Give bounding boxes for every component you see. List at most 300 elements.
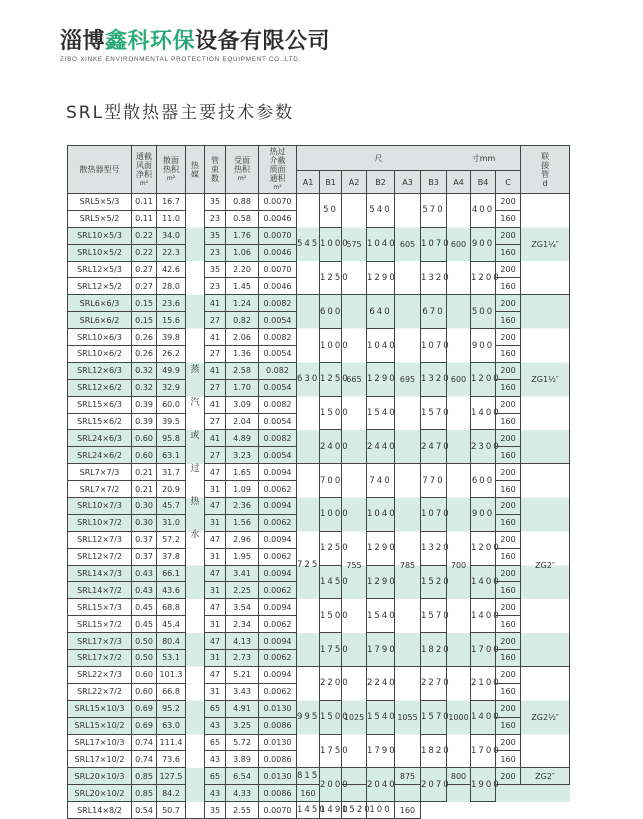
c-cell: 200 [496,768,521,785]
c-cell: 200 [496,430,521,447]
table-row [68,531,570,548]
b1-cell: 2000 [320,768,342,802]
company-logo [60,30,330,63]
heat-area-cell: 39.5 [157,413,186,430]
header-b2: B2 [367,171,395,194]
header-b4: B4 [471,171,496,194]
header-a4: A4 [447,171,471,194]
recv-area-cell: 1.24 [226,295,259,312]
b4-cell: 1900 [471,768,496,802]
pipe-size-cell: ZG2″ [521,768,570,785]
medium-area-cell: 0.0054 [259,447,297,464]
model-cell: SRL12×7/2 [68,548,132,565]
model-cell: SRL17×7/2 [68,650,132,667]
b2-cell: 2440 [367,430,395,464]
medium-area-cell: 0.0054 [259,312,297,329]
medium-area-cell: 0.0062 [259,548,297,565]
medium-area-cell: 0.0070 [259,227,297,244]
unit-label: m² [237,175,247,182]
c-cell: 200 [496,194,521,211]
recv-area-cell: 2.04 [226,413,259,430]
c-cell: 200 [496,734,521,751]
recv-area-cell: 1.95 [226,548,259,565]
recv-area-cell: 2.06 [226,329,259,346]
heat-area-cell: 15.6 [157,312,186,329]
recv-area-cell: 5.21 [226,666,259,683]
unit-label: m² [139,179,149,187]
medium-area-cell: 0.0070 [259,802,297,819]
c-cell: 160 [496,413,521,430]
heat-area-cell: 34.0 [157,227,186,244]
model-cell: SRL10×6/2 [68,346,132,363]
b2-cell: 1540 [367,396,395,430]
heat-area-cell: 73.6 [157,751,186,768]
b1-cell: 1000 [320,498,342,532]
b3-cell: 1570 [421,599,447,633]
tubes-cell: 47 [205,599,226,616]
b4-cell: 100 [367,802,395,819]
air-area-cell: 0.27 [132,261,157,278]
a4-cell: 800 [447,768,471,785]
air-area-cell: 0.60 [132,683,157,700]
model-cell: SRL10×5/3 [68,227,132,244]
model-cell: SRL17×7/3 [68,633,132,650]
medium-area-cell: 0.0086 [259,751,297,768]
header-dim-left: 尺 [374,153,383,163]
b4-cell: 600 [471,464,496,498]
heat-area-cell: 23.6 [157,295,186,312]
c-cell: 160 [297,785,320,802]
tubes-cell: 41 [205,396,226,413]
medium-area-cell: 0.0046 [259,244,297,261]
model-cell: SRL10×5/2 [68,244,132,261]
c-cell: 160 [496,312,521,329]
air-area-cell: 0.37 [132,531,157,548]
model-cell: SRL15×10/3 [68,700,132,717]
heat-area-cell: 20.9 [157,481,186,498]
c-cell: 200 [496,329,521,346]
heat-area-cell: 31.7 [157,464,186,481]
b4-cell: 1400 [471,565,496,599]
b2-cell: 1040 [367,498,395,532]
b4-cell: 400 [471,194,496,228]
b1-cell: 1450 [320,565,342,599]
recv-area-cell: 2.96 [226,531,259,548]
air-area-cell: 0.74 [132,751,157,768]
b3-cell: 1520 [342,802,367,819]
heat-medium-cell: 蒸 汽 或 过 热 水 [186,194,205,819]
medium-area-cell: 0.0062 [259,481,297,498]
spec-table-wrapper [67,145,569,819]
air-area-cell: 0.32 [132,379,157,396]
recv-area-cell: 3.43 [226,683,259,700]
pipe-size-cell: ZG2½″ [521,666,570,767]
air-area-cell: 0.60 [132,430,157,447]
medium-area-cell: 0.0062 [259,582,297,599]
heat-area-cell: 66.8 [157,683,186,700]
medium-area-cell: 0.0046 [259,278,297,295]
tubes-cell: 43 [205,717,226,734]
header-dimensions [297,146,521,171]
air-area-cell: 0.39 [132,396,157,413]
a1-cell: 725 [297,464,320,667]
medium-area-cell: 0.0054 [259,379,297,396]
heat-area-cell: 37.8 [157,548,186,565]
recv-area-cell: 0.88 [226,194,259,211]
medium-area-cell: 0.0094 [259,565,297,582]
model-cell: SRL24×6/2 [68,447,132,464]
air-area-cell: 0.15 [132,295,157,312]
tubes-cell: 27 [205,447,226,464]
c-cell: 200 [496,464,521,481]
heat-area-cell: 63.0 [157,717,186,734]
a3-cell: 875 [395,768,421,785]
recv-area-cell: 1.76 [226,227,259,244]
model-cell: SRL14×8/2 [68,802,132,819]
b1-cell: 1750 [320,633,342,667]
heat-area-cell: 80.4 [157,633,186,650]
air-area-cell: 0.69 [132,717,157,734]
b4-cell: 500 [471,295,496,329]
pipe-size-cell: ZG2″ [521,464,570,667]
tubes-cell: 31 [205,514,226,531]
c-cell: 200 [496,531,521,548]
recv-area-cell: 1.65 [226,464,259,481]
c-cell: 200 [496,700,521,717]
recv-area-cell: 2.55 [226,802,259,819]
model-cell: SRL5×5/2 [68,210,132,227]
tubes-cell: 47 [205,464,226,481]
recv-area-cell: 2.58 [226,362,259,379]
recv-area-cell: 2.25 [226,582,259,599]
tubes-cell: 47 [205,633,226,650]
c-cell: 160 [496,244,521,261]
c-cell: 160 [496,278,521,295]
table-row [68,734,570,751]
tubes-cell: 35 [205,802,226,819]
table-row [68,430,570,447]
recv-area-cell: 3.41 [226,565,259,582]
b2-cell: 640 [367,295,395,329]
heat-area-cell: 101.3 [157,666,186,683]
pipe-size-cell: ZG1½″ [521,295,570,464]
c-cell: 160 [496,514,521,531]
c-cell: 160 [496,346,521,363]
medium-area-cell: 0.0082 [259,430,297,447]
a3-cell: 1055 [395,666,421,767]
c-cell: 200 [496,498,521,515]
tubes-cell: 27 [205,413,226,430]
recv-area-cell: 4.91 [226,700,259,717]
a2-cell: 575 [342,194,367,295]
a1-cell: 545 [297,194,320,295]
heat-area-cell: 60.0 [157,396,186,413]
medium-area-cell: 0.0082 [259,329,297,346]
air-area-cell: 0.45 [132,599,157,616]
tubes-cell: 43 [205,785,226,802]
medium-area-cell: 0.0054 [259,413,297,430]
tubes-cell: 31 [205,481,226,498]
c-cell: 200 [496,261,521,278]
b4-cell: 1200 [471,531,496,565]
header-c: C [496,171,521,194]
header-b3: B3 [421,171,447,194]
heat-area-cell: 50.7 [157,802,186,819]
header-recv-area-label: 受面 热积 [234,156,250,174]
tubes-cell: 65 [205,734,226,751]
air-area-cell: 0.21 [132,464,157,481]
b1-cell: 1450 [297,802,320,819]
air-area-cell: 0.43 [132,565,157,582]
b2-cell: 1290 [367,531,395,565]
medium-area-cell: 0.0086 [259,785,297,802]
c-cell: 200 [496,227,521,244]
b1-cell: 1500 [320,599,342,633]
heat-area-cell: 26.2 [157,346,186,363]
b2-cell: 1290 [367,362,395,396]
heat-area-cell: 39.8 [157,329,186,346]
header-heat-area [157,146,186,194]
b3-cell: 1320 [421,362,447,396]
unit-label: m² [273,184,282,191]
c-cell: 160 [496,379,521,396]
medium-area-cell: 0.0094 [259,599,297,616]
air-area-cell: 0.11 [132,194,157,211]
air-area-cell: 0.69 [132,700,157,717]
air-area-cell: 0.74 [132,734,157,751]
recv-area-cell: 4.89 [226,430,259,447]
b1-cell: 1250 [320,261,342,295]
air-area-cell: 0.22 [132,244,157,261]
recv-area-cell: 3.54 [226,599,259,616]
b1-cell: 1000 [320,329,342,363]
tubes-cell: 31 [205,548,226,565]
b4-cell: 1200 [471,261,496,295]
c-cell: 160 [496,751,521,768]
heat-area-cell: 45.4 [157,616,186,633]
b2-cell: 1790 [367,633,395,667]
tubes-cell: 47 [205,565,226,582]
tubes-cell: 27 [205,346,226,363]
b4-cell: 900 [471,498,496,532]
medium-area-cell: 0.0062 [259,514,297,531]
header-medium: 热 媒 [186,146,205,194]
heat-area-cell: 57.2 [157,531,186,548]
b1-cell: 2200 [320,666,342,700]
spec-table [67,145,570,819]
header-recv-area [226,146,259,194]
b3-cell: 1070 [421,227,447,261]
b2-cell: 1790 [367,734,395,768]
medium-area-cell: 0.0094 [259,464,297,481]
header-air-area [132,146,157,194]
b3-cell: 1820 [421,734,447,768]
c-cell: 160 [496,582,521,599]
medium-area-cell: 0.0062 [259,683,297,700]
heat-area-cell: 45.7 [157,498,186,515]
tubes-cell: 27 [205,312,226,329]
model-cell: SRL15×7/3 [68,599,132,616]
model-cell: SRL10×7/2 [68,514,132,531]
heat-area-cell: 42.6 [157,261,186,278]
a1-cell: 995 [297,666,320,767]
b3-cell: 1820 [421,633,447,667]
medium-area-cell: 0.0082 [259,295,297,312]
recv-area-cell: 5.72 [226,734,259,751]
header-dim-right: 寸mm [471,153,496,163]
recv-area-cell: 1.09 [226,481,259,498]
b1-cell: 1250 [320,531,342,565]
medium-area-cell: 0.0094 [259,531,297,548]
c-cell: 160 [496,650,521,667]
model-cell: SRL20×10/3 [68,768,132,785]
b3-cell: 1320 [421,531,447,565]
heat-area-cell: 16.7 [157,194,186,211]
b4-cell: 900 [471,227,496,261]
air-area-cell: 0.22 [132,227,157,244]
heat-area-cell: 63.1 [157,447,186,464]
a1-cell: 815 [297,768,320,785]
a2-cell: 665 [342,295,367,464]
c-cell: 200 [496,666,521,683]
c-cell: 200 [496,565,521,582]
model-cell: SRL12×5/2 [68,278,132,295]
tubes-cell: 65 [205,768,226,785]
heat-area-cell: 32.9 [157,379,186,396]
table-row [68,768,570,785]
b3-cell: 1070 [421,498,447,532]
recv-area-cell: 1.36 [226,346,259,363]
c-cell: 160 [496,447,521,464]
b3-cell: 570 [421,194,447,228]
c-cell: 200 [496,633,521,650]
tubes-cell: 23 [205,210,226,227]
medium-area-cell: 0.0062 [259,650,297,667]
air-area-cell: 0.50 [132,633,157,650]
c-cell: 160 [496,481,521,498]
recv-area-cell: 6.54 [226,768,259,785]
c-cell: 160 [395,802,421,819]
recv-area-cell: 3.25 [226,717,259,734]
logo-text-part3: 设备有限公司 [195,29,331,54]
tubes-cell: 27 [205,379,226,396]
model-cell: SRL15×6/2 [68,413,132,430]
air-area-cell: 0.11 [132,210,157,227]
air-area-cell: 0.50 [132,650,157,667]
table-row [68,666,570,683]
b1-cell: 1250 [320,362,342,396]
recv-area-cell: 3.09 [226,396,259,413]
spec-table-body [68,194,570,819]
model-cell: SRL17×10/2 [68,751,132,768]
tubes-cell: 23 [205,278,226,295]
unit-label: m² [166,175,176,182]
b3-cell: 2470 [421,430,447,464]
table-row [68,633,570,650]
c-cell: 200 [496,599,521,616]
recv-area-cell: 4.13 [226,633,259,650]
medium-area-cell: 0.0130 [259,700,297,717]
pipe-size-cell: ZG1¼″ [521,194,570,295]
header-a2: A2 [342,171,367,194]
model-cell: SRL22×7/2 [68,683,132,700]
table-row [68,464,570,481]
tubes-cell: 35 [205,227,226,244]
heat-area-cell: 49.9 [157,362,186,379]
b2-cell: 1290 [367,261,395,295]
b4-cell: 1400 [471,396,496,430]
model-cell: SRL17×10/3 [68,734,132,751]
tubes-cell: 31 [205,683,226,700]
c-cell: 200 [496,396,521,413]
model-cell: SRL12×6/3 [68,362,132,379]
recv-area-cell: 2.36 [226,498,259,515]
b1-cell: 50 [320,194,342,228]
medium-area-cell: 0.0070 [259,194,297,211]
air-area-cell: 0.85 [132,785,157,802]
tubes-cell: 35 [205,194,226,211]
b4-cell: 2300 [471,430,496,464]
b4-cell: 1200 [471,362,496,396]
model-cell: SRL6×6/2 [68,312,132,329]
tubes-cell: 41 [205,430,226,447]
b3-cell: 1520 [421,565,447,599]
a4-cell: 700 [447,464,471,667]
tubes-cell: 41 [205,362,226,379]
model-cell: SRL7×7/2 [68,481,132,498]
tubes-cell: 43 [205,751,226,768]
a4-cell: 600 [447,194,471,295]
header-a1: A1 [297,171,320,194]
heat-area-cell: 31.0 [157,514,186,531]
table-row [68,329,570,346]
b1-cell: 1500 [320,700,342,734]
b2-cell: 1040 [367,329,395,363]
tubes-cell: 31 [205,616,226,633]
table-row [68,802,570,819]
logo-text-part1: 淄博 [60,29,106,54]
b3-cell: 1070 [421,329,447,363]
air-area-cell: 0.21 [132,481,157,498]
header-tubes: 管 束 数 [205,146,226,194]
header-medium-area [259,146,297,194]
model-cell: SRL22×7/3 [68,666,132,683]
table-row [68,261,570,278]
header-medium-area-label: 热过 介截 质面 通积 [269,147,286,183]
model-cell: SRL5×5/3 [68,194,132,211]
tubes-cell: 65 [205,700,226,717]
model-cell: SRL15×7/2 [68,616,132,633]
header-model: 散热器型号 [68,146,132,194]
recv-area-cell: 3.89 [226,751,259,768]
c-cell: 160 [496,548,521,565]
recv-area-cell: 2.73 [226,650,259,667]
c-cell: 200 [496,362,521,379]
document-title: SRL型散热器主要技术参数 [66,103,295,123]
recv-area-cell: 1.06 [226,244,259,261]
b3-cell: 770 [421,464,447,498]
a3-cell: 785 [395,464,421,667]
tubes-cell: 47 [205,531,226,548]
company-name-cn [60,30,330,54]
logo-text-part2: 鑫科环保 [105,29,196,54]
medium-area-cell: 0.0094 [259,666,297,683]
heat-area-cell: 22.3 [157,244,186,261]
b3-cell: 2070 [421,768,447,802]
b2-cell: 1290 [367,565,395,599]
header-b1: B1 [320,171,342,194]
b2-cell: 1040 [367,227,395,261]
